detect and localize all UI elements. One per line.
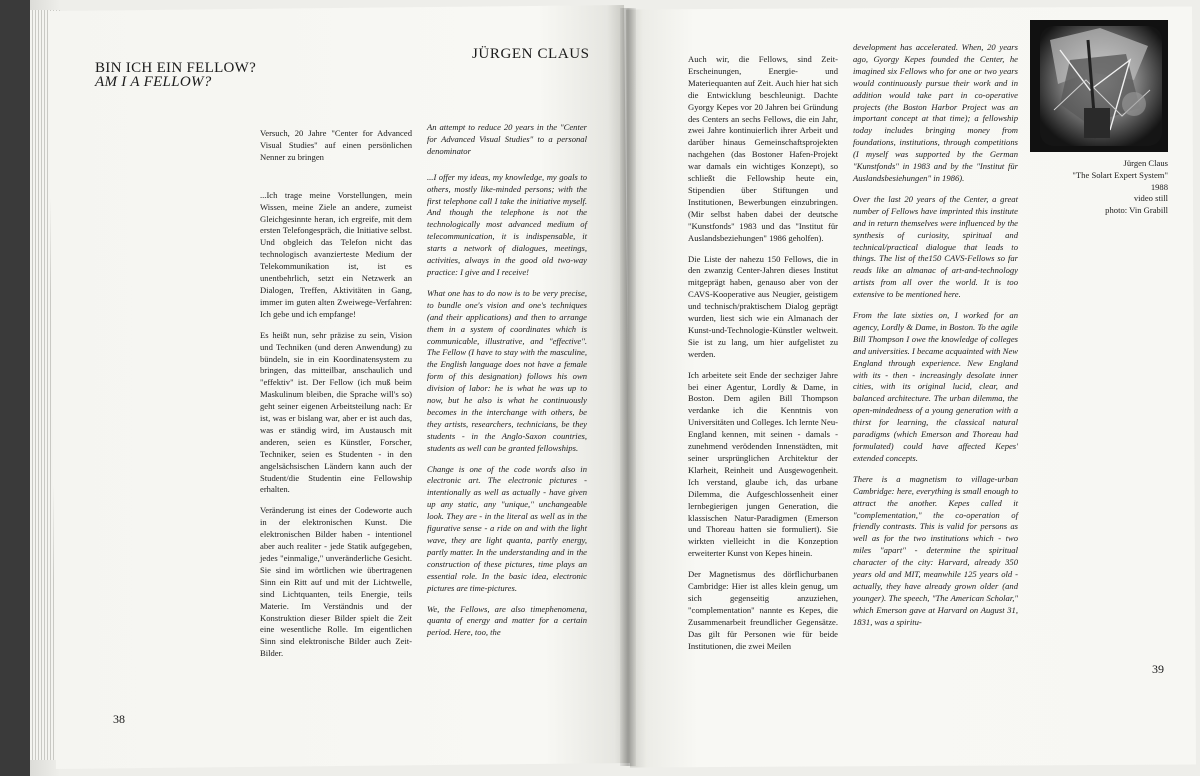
english-paragraph-6: Over the last 20 years of the Center, a great number of Fellows have imprinted this institute and in return themselves were influenced by the synthesis of curiosity, spiritual and technical/practical dialogue that leads to things. The list of the150 CAVS-Fellows so far reads like an almanac of art-and-technology artists from all over the world. It is too extensive to be mentioned here. [853,193,1018,300]
title-english: AM I A FELLOW? [95,74,212,90]
english-paragraph-2: What one has to do now is to be very precise, to bundle one's vision and one's techniques (and their applications) and then to arrange them in a system of coordinates which is communicable, illustrative, and "effective". The Fellow (I have to stay with the masculine, the English language does not have a female form of this designation) follows his own division of labor: he is what he was up to now, but he also is what he continuously becomes in the interchange with others, be they artists, researchers, technicians, be they students - in the Anglo-Saxon countries, students as well can be granted fellowships. [427,287,587,453]
caption-credit: photo: Vin Grabill [1105,205,1168,216]
german-paragraph-6: Ich arbeitete seit Ende der sechziger Jahre bei einer Agentur, Lordly & Dame, in Boston. Dem agilen Bill Thompson verdanke ich die Kenntnis von Universitäten und Colleges. Ich lernte Neu-England kennen, mit seinen - damals - zunehmend verödenden Innenstädten, mit seiner ursprünglichen Architektur der Klarheit, Reinheit und Ausgewogenheit. Ich verstand, glaube ich, das urbane Dilemma, die Aufgeschlossenheit einer lernbegierigen jungen Generation, die klassischen Natur-Paradigmen (Emerson und Thoreau hatten sie formuliert). Sie wirkten vielleicht in die Konzeption erweiterter Kunst von Kepes hinein. [688,369,838,559]
english-intro: An attempt to reduce 20 years in the "Center for Advanced Visual Studies" to a personal denominator [427,122,587,156]
right-english-column [853,42,1018,638]
author-name: JÜRGEN CLAUS [472,46,590,62]
english-paragraph-5: development has accelerated. When, 20 years ago, Gyorgy Kepes founded the Center, he imagined six Fellows who for one or two years would continuously pursue their work and in addition would take part in co-operative projects (the Boston Harbor Project was an important concept at that time); a fellowship today includes bringing money from foundations, institutions, through competitions (I myself was supported by the German "Kunstfonds" in 1983 and by the "Institut für Auslandsbesiehungen" in 1986). [853,42,1018,183]
english-paragraph-1: ...I offer my ideas, my knowledge, my goals to others, mostly like-minded persons; with the first telephone call I take the initiative myself. And though the telephone is not the technologically most advanced medium of telecommunication, it is indispensable, it starts a network of dialogues, meetings, activities, always in the good old two-way practice: I give and I receive! [427,171,587,277]
english-paragraph-7: From the late sixties on, I worked for an agency, Lordly & Dame, in Boston. To the agile Bill Thompson I owe the knowledge of colleges and universities. I became acquainted with New England through experience. New England with its - then - increasingly desolate inner cities, with its original lucid, clear, and balanced architecture. The urban dilemma, the open-mindedness of a young generation with a thirst for learning, the classical natural paradigms (which Emerson and Thoreau had formulated) could have affected Kepes' extended concepts. [853,310,1018,463]
caption-artist: Jürgen Claus [1123,158,1168,168]
german-paragraph-5: Die Liste der nahezu 150 Fellows, die in den zwanzig Center-Jahren dieses Institut mitgeprägt haben, genauso aber von der CAVS-Kooperative aus Neugier, geistigem und technisch/praktischem Dialog geprägt wurden, liest sich wie ein Almanach der Kunst-und-Technologie-Künstler weltweit. Sie ist zu lang, um hier aufgelistet zu werden. [688,253,838,359]
page-number-left: 38 [113,712,125,726]
title-german: BIN ICH EIN FELLOW? [95,60,257,76]
video-still-image [1030,20,1168,152]
book-gutter [620,8,636,766]
german-paragraph-7: Der Magnetismus des dörflichurbanen Cambridge: Hier ist alles klein genug, um sich gegenseitig anzuziehen, "complementation" nannte es Kepes, die Zusammenarbeit freundlicher Gegensätze. Das gilt für Personen wie für beide Institutionen, die zwei Meilen [688,569,838,651]
caption-medium: video still [1133,193,1168,204]
english-paragraph-8: There is a magnetism to village-urban Cambridge: here, everything is small enough to attract the another. Kepes called it "complementation," the co-operation of friendly contrasts. This is valid for persons as well as for the two institutions which - two miles "apart" - determine the spiritual character of the city: Harvard, already 350 years old and MIT, meanwhile 125 years old - actually, they have already grown older (and younger). The speech, "The American Scholar," which Emerson gave at Harvard on August 31, 1831, was a spiritu- [853,473,1018,627]
video-still-photo [1030,20,1168,152]
german-paragraph-4: Auch wir, die Fellows, sind Zeit-Erscheinungen, Energie- und Materiequanten auf Zeit. Auch hier hat sich die Entwicklung beschleunigt. Dachte Gyorgy Kepes vor 20 Jahren bei Gründung des Centers an sechs Fellows, die ein Jahr, zwei Jahre kontinuierlich ihrer Arbeit und darüber hinaus Gemeinschaftsprojekten nachgehen (das Bostoner Hafen-Projekt war damals ein wichtiges Konzept), so schließt die Fellowship heute ein, Stipendien über Stiftungen und Institutionen, Bewerbungen einzubringen. (Mir selbst haben dabei der deutsche "Kunstfonds" 1983 und das "Institut für Auslandsbeziehungen" 1986 geholfen). [688,54,838,243]
page-number-right: 39 [1152,662,1164,676]
caption-year: 1988 [1150,181,1168,192]
left-english-column [427,122,587,648]
german-paragraph-1: ...Ich trage meine Vorstellungen, mein Wissen, meine Ziele an andere, zumeist Gleichgesinnte heran, ich ergreife, mit dem ersten Telefongespräch, die Initiative selbst. Und obgleich das Telefon nicht das technologisch avanzierteste Medium der Telekommunikation ist, ist es unentbehrlich, setzt ein Netzwerk an Dialogen, Treffen, Aktivitäten in Gang, immer im guten alten Zweiwege-Verfahren: Ich gebe und ich empfange! [260,189,412,319]
german-paragraph-2: Es heißt nun, sehr präzise zu sein, Vision und Techniken (und deren Anwendung) zu bündeln, sie in ein Koordinatensystem zu bringen, das mitteilbar, anschaulich und "effektiv" ist. Der Fellow (ich muß beim Maskulinum bleiben, die Sprache will's so) geht seiner eigenen Arbeitsteilung nach: Er ist, was er bislang war, aber er ist auch das, was er ständig wird, im Austausch mit anderen, seien es Künstler, Forscher, Techniker, seien es Studenten - in den angelsächsischen Ländern kann auch der Student/die Studentin eine Fellowship erhalten. [260,329,412,495]
german-paragraph-3: Veränderung ist eines der Codeworte auch in der elektronischen Kunst. Die elektronischen Bilder haben - intentionel aber auch realiter - jede Statik aufgegeben, jedes "einmalige," unveränderliche Gesicht. Sie sind im wörtlichen wie übertragenen Sinn ein Ritt auf und mit der Lichtwelle, sind Lichtquanten, teils Energie, teils Materie. Im Verständnis und der Konstruktion dieser Bilder spielt die Zeit eine wesentliche Rolle. Im eigentlichen Sinn sind elektronische Bilder auch Zeit-Bilder. [260,505,412,659]
photo-caption [1000,158,1168,217]
left-german-column [260,128,412,669]
english-paragraph-4: We, the Fellows, are also timephenomena, quanta of energy and matter for a certain period. Here, too, the [427,603,587,638]
english-paragraph-3: Change is one of the code words also in electronic art. The electronic pictures - intentionally as well as actually - have given up any static, any "unique," unchangeable look. They are - in the literal as well as in the figurative sense - a ride on and with the light wave, they are light quanta, partly energy, partly matter. In the understanding and in the construction of these pictures, time plays an essential role. In the basic idea, electronic pictures are time-pictures. [427,463,587,593]
right-german-column [688,54,838,662]
caption-work: "The Solart Expert System" [1072,169,1168,180]
german-intro: Versuch, 20 Jahre "Center for Advanced Visual Studies" auf einen persönlichen Nenner zu bringen [260,128,412,162]
